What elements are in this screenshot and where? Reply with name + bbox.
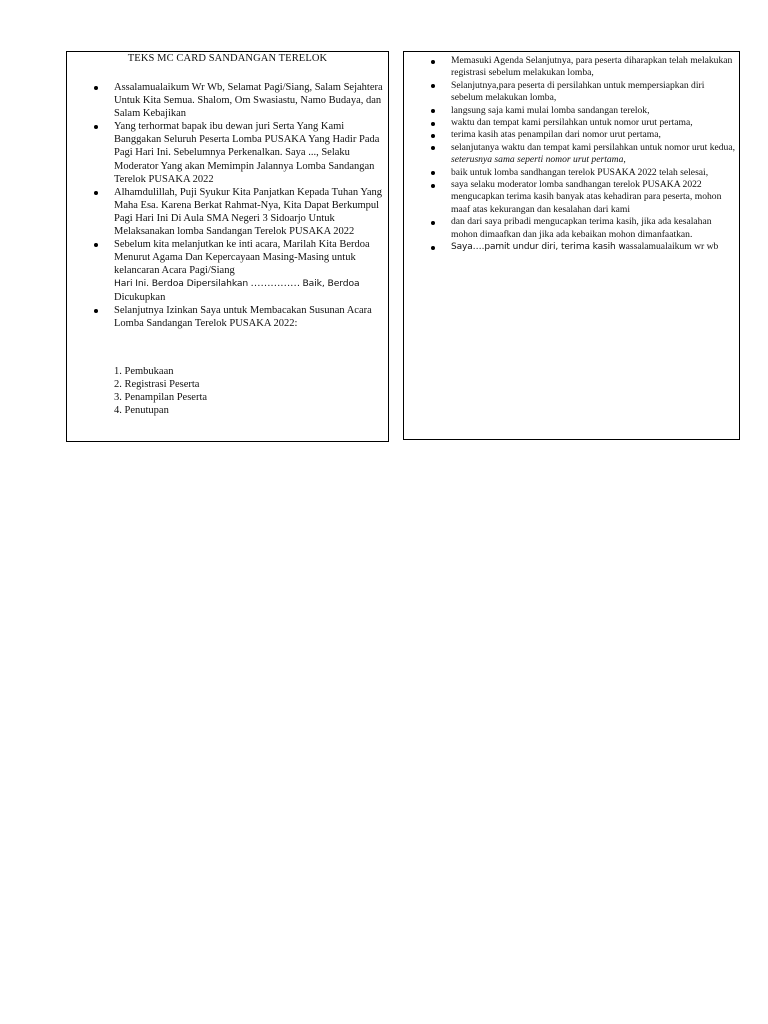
list-item: Selanjutnya Izinkan Saya untuk Membacakan Susunan Acara Lomba Sandangan Terelok PUSAKA 2022: bbox=[89, 304, 387, 330]
list-item: Selanjutnya,para peserta di persilahkan untuk mempersiapkan diri sebelum melakukan lomba, bbox=[426, 80, 738, 105]
bullet-icon bbox=[431, 171, 435, 175]
bullet-icon bbox=[94, 309, 98, 313]
bullet-icon bbox=[431, 246, 435, 250]
agenda-list bbox=[114, 365, 207, 417]
bullet-icon bbox=[431, 146, 435, 150]
list-item: Saya….pamit undur diri, terima kasih wassalamualaikum wr wb bbox=[426, 241, 738, 253]
list-item: Memasuki Agenda Selanjutnya, para peserta diharapkan telah melakukan registrasi sebelum melakukan lomba, bbox=[426, 55, 738, 80]
mc-card-right bbox=[403, 51, 740, 440]
list-item: dan dari saya pribadi mengucapkan terima kasih, jika ada kesalahan mohon dimaafkan dan jika ada kebaikan mohon dimanfaatkan. bbox=[426, 216, 738, 241]
bullet-icon bbox=[431, 84, 435, 88]
list-item: selanjutanya waktu dan tempat kami persilahkan untuk nomor urut kedua, seterusnya sama seperti nomor urut pertama, bbox=[426, 142, 738, 167]
bullet-icon bbox=[431, 184, 435, 188]
bullet-icon bbox=[431, 122, 435, 126]
bullet-icon bbox=[94, 243, 98, 247]
list-item: waktu dan tempat kami persilahkan untuk nomor urut pertama, bbox=[426, 117, 738, 129]
pray-line: Hari Ini. Berdoa Dipersilahkan …………… Baik, Berdoa bbox=[114, 278, 360, 290]
bullet-icon bbox=[431, 134, 435, 138]
agenda-item: 3. Penampilan Peserta bbox=[114, 392, 208, 403]
mc-card-left bbox=[66, 51, 389, 442]
pray-line-end: Dicukupkan bbox=[114, 291, 166, 303]
bullet-icon bbox=[431, 109, 435, 113]
bullet-icon bbox=[94, 191, 98, 195]
bullet-icon bbox=[431, 221, 435, 225]
list-item: Assalamualaikum Wr Wb, Selamat Pagi/Siang, Salam Sejahtera Untuk Kita Semua. Shalom, Om Swasiastu, Namo Budaya, dan Salam Kebajikan bbox=[89, 81, 387, 120]
list-item: Sebelum kita melanjutkan ke inti acara, Marilah Kita Berdoa Menurut Agama Dan Kepercayaan Masing-Masing untuk kelancaran Acara Pagi/Siang Hari Ini. Berdoa Dipersilahkan …………… Baik, Berdoa Dicukupkan bbox=[89, 238, 387, 303]
bullet-icon bbox=[94, 86, 98, 90]
left-bullet-list bbox=[89, 81, 387, 330]
right-bullet-list bbox=[426, 55, 738, 254]
bullet-icon bbox=[94, 125, 98, 129]
bullet-icon bbox=[431, 60, 435, 64]
agenda-item: 4. Penutupan bbox=[114, 405, 169, 416]
list-item: terima kasih atas penampilan dari nomor urut pertama, bbox=[426, 129, 738, 141]
italic-note: seterusnya sama seperti nomor urut pertama bbox=[451, 154, 624, 166]
card-title: TEKS MC CARD SANDANGAN TERELOK bbox=[127, 53, 328, 64]
list-item: Alhamdulillah, Puji Syukur Kita Panjatkan Kepada Tuhan Yang Maha Esa. Karena Berkat Rahmat-Nya, Kita Dapat Berkumpul Pagi Hari Ini Di Aula SMA Negeri 3 Sidoarjo Untuk Melaksanakan lomba Sandangan Terelok PUSAKA 2022 bbox=[89, 186, 387, 238]
list-item: langsung saja kami mulai lomba sandangan terelok, bbox=[426, 105, 738, 117]
agenda-item: 1. Pembukaan bbox=[114, 366, 174, 377]
list-item: saya selaku moderator lomba sandhangan terelok PUSAKA 2022 mengucapkan terima kasih banyak atas kehadiran para peserta, mohon maaf atas kekurangan dan kesalahan dari kami bbox=[426, 179, 738, 216]
agenda-item: 2. Registrasi Peserta bbox=[114, 379, 200, 390]
list-item: Yang terhormat bapak ibu dewan juri Serta Yang Kami Banggakan Seluruh Peserta Lomba PUSAKA Yang Hadir Pada Pagi Hari Ini. Sebelumnya Perkenalkan. Saya ..., Selaku Moderator Yang akan Memimpin Jalannya Lomba Sandangan Terelok PUSAKA 2022 bbox=[89, 120, 387, 185]
list-item: baik untuk lomba sandhangan terelok PUSAKA 2022 telah selesai, bbox=[426, 167, 738, 179]
